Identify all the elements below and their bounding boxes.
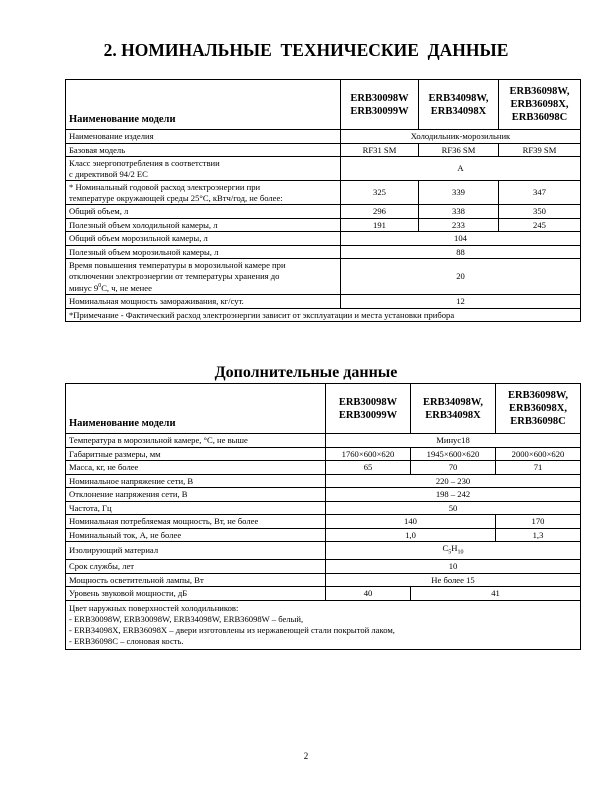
table-row: Частота, Гц 50 — [66, 501, 581, 515]
table-row — [66, 600, 581, 649]
exterior-colors-note: Цвет наружных поверхностей холодильников: - ERB30098W, ERB30098W, ERB34098W, ERB36098W – белый, - ERB34098X, ERB36098X – двери изготовлены из нержавеющей стали покрытой лаком, - ERB36098C – слоновая кость. — [66, 600, 581, 649]
table-row: Полезный объем холодильной камеры, л 191 233 245 — [66, 218, 581, 232]
page-title: 2. НОМИНАЛЬНЫЕ ТЕХНИЧЕСКИЕ ДАННЫЕ — [103, 40, 509, 60]
table-row: Номинальный ток, А, не более 1,0 1,3 — [66, 528, 581, 542]
page-number: 2 — [303, 751, 309, 761]
table-row: Срок службы, лет 10 — [66, 560, 581, 574]
table-row: Изолирующий материал $C_5H_{10}$ — [66, 542, 581, 560]
model-column-1: ERB30098W ERB30099W — [341, 80, 419, 130]
table-row — [66, 308, 581, 322]
table-row: Мощность осветительной лампы, Вт Не более 15 — [66, 573, 581, 587]
table-row: Масса, кг, не более 65 70 71 — [66, 461, 581, 475]
table-row: Класс энергопотребления в соответствии с директивой 94/2 ЕС А — [66, 157, 581, 181]
table-row: Общий объем морозильной камеры, л 104 — [66, 232, 581, 246]
table-header-row — [66, 384, 581, 434]
table-row: Базовая модель RF31 SM RF36 SM RF39 SM — [66, 143, 581, 157]
table-row: Температура в морозильной камере, °С, не выше Минус18 — [66, 434, 581, 448]
model-column-1: ERB30098W ERB30099W — [326, 384, 411, 434]
additional-data-table — [65, 383, 581, 650]
table-row: Общий объем, л 296 338 350 — [66, 205, 581, 219]
model-name-header: Наименование модели — [66, 80, 341, 130]
section-subtitle: Дополнительные данные — [214, 364, 398, 381]
model-column-2: ERB34098W, ERB34098X — [411, 384, 496, 434]
table-row: * Номинальный годовой расход электроэнергии при температуре окружающей среды 25°С, кВтч/год, не более: 325 339 347 — [66, 181, 581, 205]
table-header-row — [66, 80, 581, 130]
table-row: Номинальная потребляемая мощность, Вт, не более 140 170 — [66, 515, 581, 529]
table-row: Наименование изделия Холодильник-морозильник — [66, 130, 581, 144]
table-row: Номинальная мощность замораживания, кг/сут. 12 — [66, 295, 581, 309]
table-row: Номинальное напряжение сети, В 220 – 230 — [66, 474, 581, 488]
model-column-3: ERB36098W, ERB36098X, ERB36098C — [499, 80, 581, 130]
table-row: Отклонение напряжения сети, В 198 – 242 — [66, 488, 581, 502]
rated-specs-table — [65, 79, 581, 322]
table-row: Время повышения температуры в морозильной камере при отключении электроэнергии от температуры хранения до минус $9^0С$, ч, не менее 20 — [66, 259, 581, 295]
table-row: Габаритные размеры, мм 1760×600×620 1945×600×620 2000×600×620 — [66, 447, 581, 461]
table-row: Уровень звуковой мощности, дБ 40 41 — [66, 587, 581, 601]
model-column-2: ERB34098W, ERB34098X — [419, 80, 499, 130]
insulation-formula: $C_5H_{10}$ — [326, 542, 581, 560]
model-column-3: ERB36098W, ERB36098X, ERB36098C — [496, 384, 581, 434]
model-name-header: Наименование модели — [66, 384, 326, 434]
table-row: Полезный объем морозильной камеры, л 88 — [66, 245, 581, 259]
footnote: *Примечание - Фактический расход электроэнергии зависит от эксплуатации и места установки прибора — [66, 308, 581, 322]
